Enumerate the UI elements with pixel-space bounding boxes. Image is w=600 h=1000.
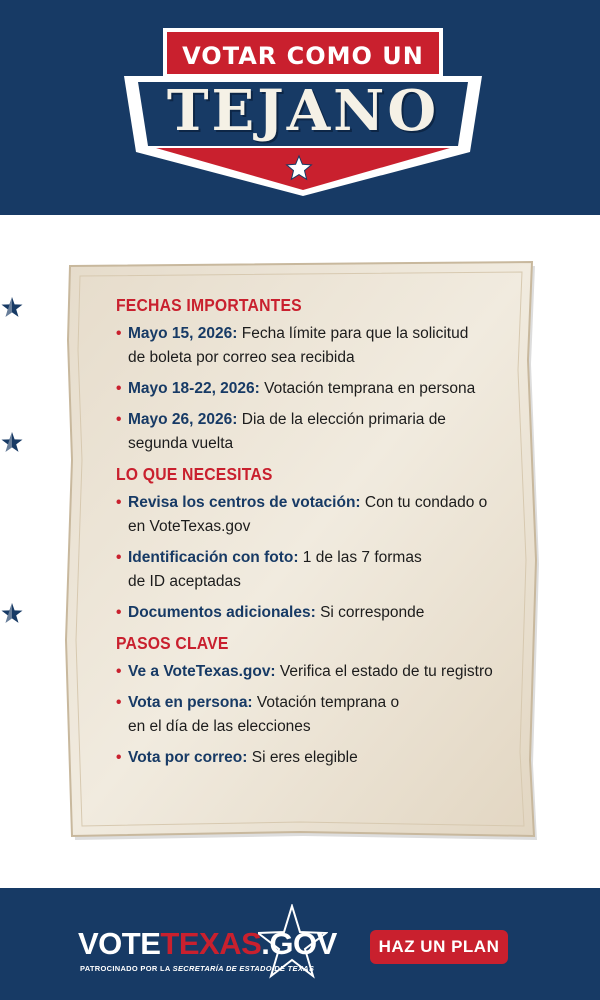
item-list [88, 322, 518, 456]
section-pasos-clave [88, 632, 518, 770]
footer [0, 888, 600, 1000]
item-text: Dia de la elección primaria de [237, 411, 446, 428]
item-text-continued: segunda vuelta [128, 435, 234, 452]
list-item [128, 408, 518, 456]
item-text: Votación temprana en persona [259, 380, 476, 397]
list-item [128, 491, 518, 539]
item-text-continued: de ID aceptadas [128, 573, 241, 590]
list-item [128, 322, 518, 370]
item-list [88, 660, 518, 770]
item-text-continued: en el día de las elecciones [128, 718, 311, 735]
list-item [128, 601, 518, 625]
item-text: 1 de las 7 formas [298, 549, 422, 566]
logo-vote: VOTE [78, 926, 161, 961]
item-key: Ve a VoteTexas.gov: [128, 663, 276, 680]
section-heading: FECHAS IMPORTANTES [116, 295, 302, 315]
header-banner: VOTAR COMO UN [182, 42, 424, 70]
item-key: Vota por correo: [128, 749, 248, 766]
votetexas-logo[interactable] [78, 928, 337, 960]
logo-tagline [80, 964, 314, 973]
tagline-prefix: PATROCINADO POR LA [80, 964, 173, 973]
item-text: Si corresponde [315, 604, 425, 621]
header-title: TEJANO [166, 78, 440, 144]
item-key: Identificación con foto: [128, 549, 299, 566]
list-item [128, 746, 518, 770]
list-item [128, 660, 518, 684]
item-key: Revisa los centros de votación: [128, 494, 361, 511]
item-text: Con tu condado o [360, 494, 488, 511]
item-text: Si eres elegible [247, 749, 358, 766]
nautical-star-icon [0, 296, 24, 320]
haz-un-plan-button[interactable]: HAZ UN PLAN [370, 930, 508, 964]
item-key: Mayo 18-22, 2026: [128, 380, 260, 397]
item-text: Votación temprana o [252, 694, 400, 711]
item-text-continued: en VoteTexas.gov [128, 518, 251, 535]
list-item [128, 691, 518, 739]
item-text: Fecha límite para que la solicitud [237, 325, 469, 342]
section-lo-que-necesitas [88, 463, 518, 625]
item-key: Mayo 15, 2026: [128, 325, 238, 342]
item-text: Verifica el estado de tu registro [275, 663, 493, 680]
item-list [88, 491, 518, 625]
section-fechas-importantes [88, 294, 518, 456]
section-heading: LO QUE NECESITAS [116, 464, 273, 484]
nautical-star-icon [0, 602, 24, 626]
logo-gov: .GOV [261, 926, 337, 961]
item-text-continued: de boleta por correo sea recibida [128, 349, 355, 366]
logo-texas: TEXAS [160, 926, 262, 961]
list-item [128, 377, 518, 401]
item-key: Documentos adicionales: [128, 604, 316, 621]
item-key: Vota en persona: [128, 694, 253, 711]
nautical-star-icon [0, 431, 24, 455]
paper-content [88, 294, 518, 777]
item-key: Mayo 26, 2026: [128, 411, 238, 428]
list-item [128, 546, 518, 594]
tagline-secretaria: SECRETARÍA DE ESTADO DE TEXAS [172, 964, 315, 973]
section-heading: PASOS CLAVE [116, 633, 229, 653]
